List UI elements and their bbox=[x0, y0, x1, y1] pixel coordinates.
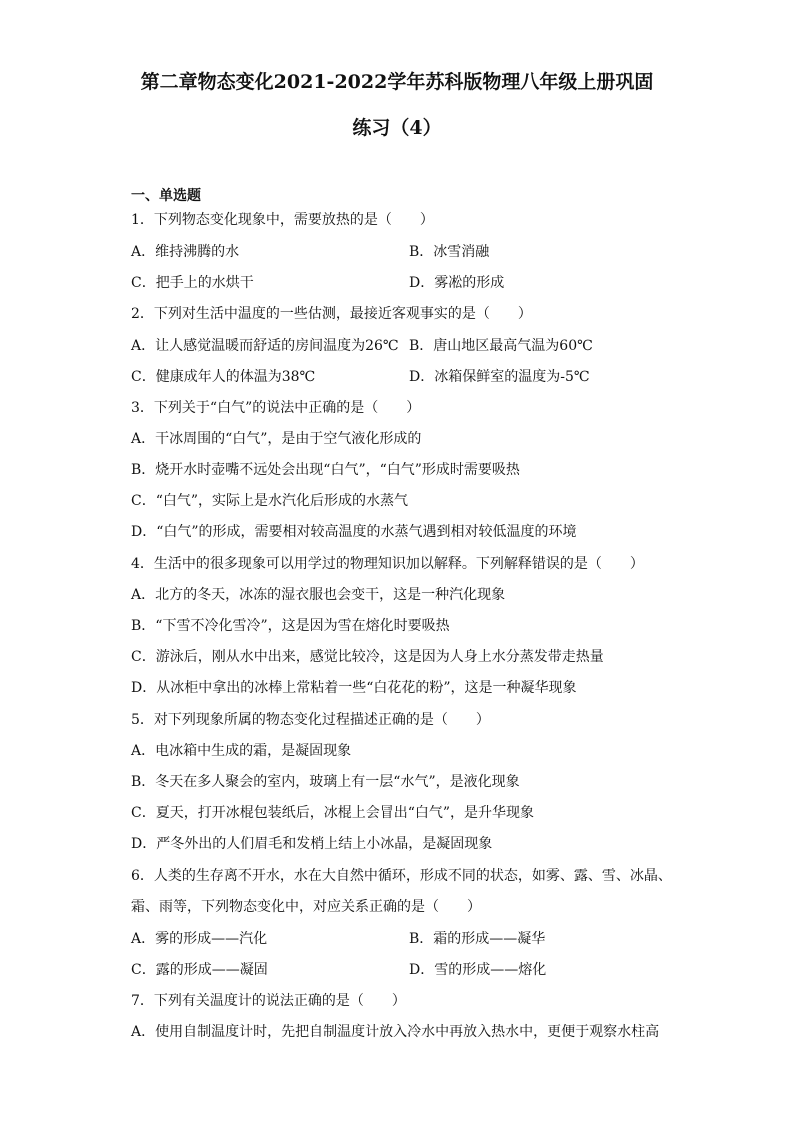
question-4-option-a: A．北方的冬天，冰冻的湿衣服也会变干，这是一种汽化现象 bbox=[131, 587, 506, 603]
question-5-option-a: A．电冰箱中生成的霜，是凝固现象 bbox=[131, 743, 352, 759]
question-4-option-d: D．从冰柜中拿出的冰棒上常粘着一些“白花花的粉”，这是一种凝华现象 bbox=[131, 680, 577, 696]
question-2-option-a: A．让人感觉温暖而舒适的房间温度为26℃ bbox=[131, 338, 399, 354]
question-1-stem: 1．下列物态变化现象中，需要放热的是（ ） bbox=[131, 212, 434, 228]
question-3-stem: 3．下列关于“白气”的说法中正确的是（ ） bbox=[131, 400, 421, 416]
section-heading: 一、单选题 bbox=[131, 188, 201, 204]
document-title-line1: 第二章物态变化2021-2022学年苏科版物理八年级上册巩固 bbox=[140, 71, 654, 93]
question-6-option-b: B．霜的形成——凝华 bbox=[409, 931, 546, 947]
document-title-line2: 练习（4） bbox=[352, 117, 442, 139]
question-2-option-c: C．健康成年人的体温为38℃ bbox=[131, 369, 316, 385]
question-1-option-b: B．冰雪消融 bbox=[409, 244, 490, 260]
question-6-stem-line2: 霜、雨等，下列物态变化中，对应关系正确的是（ ） bbox=[131, 899, 481, 915]
question-3-option-c: C．“白气”，实际上是水汽化后形成的水蒸气 bbox=[131, 493, 409, 509]
question-4-option-c: C．游泳后，刚从水中出来，感觉比较冷，这是因为人身上水分蒸发带走热量 bbox=[131, 649, 604, 665]
question-5-option-c: C．夏天，打开冰棍包装纸后，冰棍上会冒出“白气”，是升华现象 bbox=[131, 805, 535, 821]
question-6-option-c: C．露的形成——凝固 bbox=[131, 962, 268, 978]
question-2-option-d: D．冰箱保鲜室的温度为-5℃ bbox=[409, 369, 590, 385]
question-2-option-b: B．唐山地区最高气温为60℃ bbox=[409, 338, 593, 354]
question-3-option-a: A．干冰周围的“白气”，是由于空气液化形成的 bbox=[131, 431, 422, 447]
question-1-option-a: A．维持沸腾的水 bbox=[131, 244, 240, 260]
question-6-stem-line1: 6．人类的生存离不开水，水在大自然中循环，形成不同的状态，如雾、露、雪、冰晶、 bbox=[131, 868, 672, 884]
question-3-option-d: D．“白气”的形成，需要相对较高温度的水蒸气遇到相对较低温度的环境 bbox=[131, 524, 577, 540]
question-7-stem: 7．下列有关温度计的说法正确的是（ ） bbox=[131, 993, 406, 1009]
question-2-stem: 2．下列对生活中温度的一些估测，最接近客观事实的是（ ） bbox=[131, 306, 532, 322]
question-5-option-b: B．冬天在多人聚会的室内，玻璃上有一层“水气”，是液化现象 bbox=[131, 774, 520, 790]
question-6-option-a: A．雾的形成——汽化 bbox=[131, 931, 268, 947]
question-4-option-b: B．“下雪不冷化雪冷”，这是因为雪在熔化时要吸热 bbox=[131, 618, 450, 634]
question-4-stem: 4．生活中的很多现象可以用学过的物理知识加以解释。下列解释错误的是（ ） bbox=[131, 556, 644, 572]
question-7-option-a: A．使用自制温度计时，先把自制温度计放入冷水中再放入热水中，更便于观察水柱高 bbox=[131, 1024, 660, 1040]
question-5-stem: 5．对下列现象所属的物态变化过程描述正确的是（ ） bbox=[131, 712, 490, 728]
question-1-option-d: D．雾凇的形成 bbox=[409, 275, 505, 291]
question-1-option-c: C．把手上的水烘干 bbox=[131, 275, 254, 291]
question-3-option-b: B．烧开水时壶嘴不远处会出现“白气”，“白气”形成时需要吸热 bbox=[131, 462, 520, 478]
question-6-option-d: D．雪的形成——熔化 bbox=[409, 962, 547, 978]
question-5-option-d: D．严冬外出的人们眉毛和发梢上结上小冰晶，是凝固现象 bbox=[131, 836, 493, 852]
